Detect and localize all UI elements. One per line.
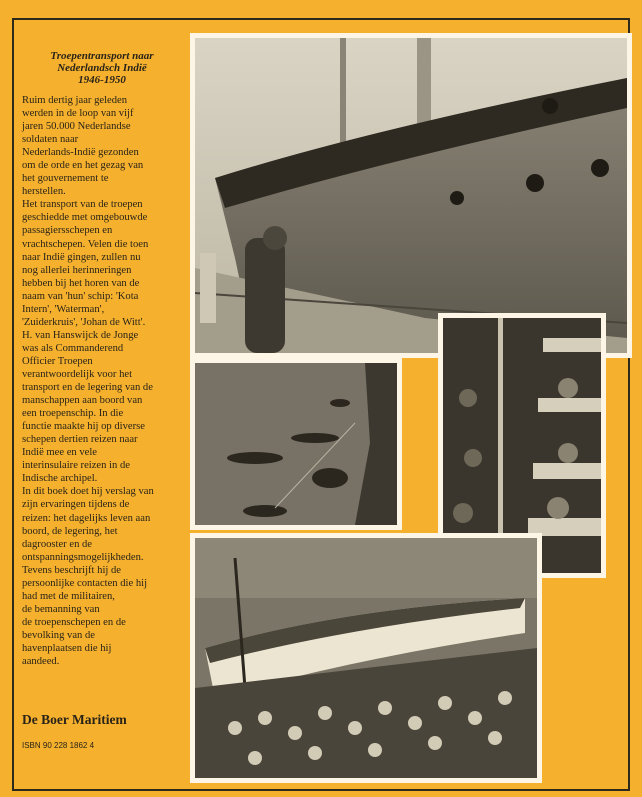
blurb-line: ontspanningsmogelijkheden. bbox=[22, 551, 144, 563]
text-column bbox=[22, 50, 182, 668]
blurb-line: naam van 'hun' schip: 'Kota bbox=[22, 290, 139, 302]
blurb-line: geschiedde met omgebouwde bbox=[22, 212, 148, 224]
harbour-image bbox=[195, 363, 397, 525]
blurb-line: schepen dertien reizen naar bbox=[22, 434, 138, 446]
troopship-image bbox=[195, 38, 627, 353]
publisher-name: De Boer Maritiem bbox=[22, 712, 127, 727]
blurb-line: jaren 50.000 Nederlandse bbox=[22, 121, 131, 133]
blurb-text bbox=[22, 94, 182, 668]
blurb-line: H. van Hanswijck de Jonge bbox=[22, 329, 139, 341]
blurb-line: een troepenschip. In die bbox=[22, 408, 124, 420]
blurb-line: interinsulaire reizen in de bbox=[22, 460, 130, 472]
photo-troopship bbox=[190, 33, 632, 358]
blurb-line: vrachtschepen. Velen die toen bbox=[22, 238, 149, 250]
blurb-line: Indië mee en vele bbox=[22, 447, 97, 459]
title-line: Nederlandsch Indië bbox=[57, 62, 147, 74]
blurb-line: naar Indië gingen, zullen nu bbox=[22, 251, 141, 263]
blurb-line: 'Zuiderkruis', 'Johan de Witt'. bbox=[22, 316, 146, 328]
blurb-line: dagrooster en de bbox=[22, 538, 93, 550]
blurb-line: reizen: het dagelijks leven aan bbox=[22, 512, 151, 524]
blurb-line: Nederlands-Indië gezonden bbox=[22, 147, 139, 159]
blurb-line: Het transport van de troepen bbox=[22, 199, 143, 211]
blurb-line: Officier Troepen bbox=[22, 355, 93, 367]
blurb-line: transport en de legering van de bbox=[22, 382, 153, 394]
title-line: Troepentransport naar bbox=[50, 50, 154, 62]
blurb-line: had met de militairen, bbox=[22, 590, 115, 602]
blurb-line: functie maakte hij op diverse bbox=[22, 421, 145, 433]
blurb-line: persoonlijke contacten die hij bbox=[22, 577, 148, 589]
blurb-line: bevolking van de bbox=[22, 629, 95, 641]
blurb-line: manschappen aan boord van bbox=[22, 395, 143, 407]
book-title bbox=[22, 50, 182, 86]
blurb-line: nog allerlei herinneringen bbox=[22, 264, 132, 276]
blurb-line: werden in de loop van vijf bbox=[22, 108, 134, 120]
blurb-line: aandeed. bbox=[22, 656, 60, 668]
blurb-line: verantwoordelijk voor het bbox=[22, 368, 133, 380]
blurb-line: Intern', 'Waterman', bbox=[22, 303, 105, 315]
blurb-line: zijn ervaringen tijdens de bbox=[22, 499, 130, 511]
blurb-line: was als Commanderend bbox=[22, 342, 124, 354]
isbn-number: ISBN 90 228 1862 4 bbox=[22, 741, 95, 750]
blurb-line: boord, de legering, het bbox=[22, 525, 118, 537]
photo-harbour-boats bbox=[190, 358, 402, 530]
blurb-line: het gouvernement te bbox=[22, 173, 109, 185]
blurb-line: om de orde en het gezag van bbox=[22, 160, 144, 172]
photo-lifeboat-crowd bbox=[190, 533, 542, 783]
blurb-line: In dit boek doet hij verslag van bbox=[22, 486, 154, 498]
blurb-line: de bemanning van bbox=[22, 603, 100, 615]
blurb-line: Indische archipel. bbox=[22, 473, 98, 485]
blurb-line: soldaten naar bbox=[22, 134, 79, 146]
lifeboat-image bbox=[195, 538, 537, 778]
blurb-line: havenplaatsen die hij bbox=[22, 642, 112, 654]
blurb-line: herstellen. bbox=[22, 186, 66, 198]
blurb-line: de troepenschepen en de bbox=[22, 616, 126, 628]
blurb-line: Ruim dertig jaar geleden bbox=[22, 95, 128, 106]
blurb-line: Tevens beschrijft hij de bbox=[22, 564, 121, 576]
blurb-line: hebben bij het horen van de bbox=[22, 277, 140, 289]
title-line: 1946-1950 bbox=[78, 74, 126, 86]
blurb-line: passagiersschepen en bbox=[22, 225, 113, 237]
